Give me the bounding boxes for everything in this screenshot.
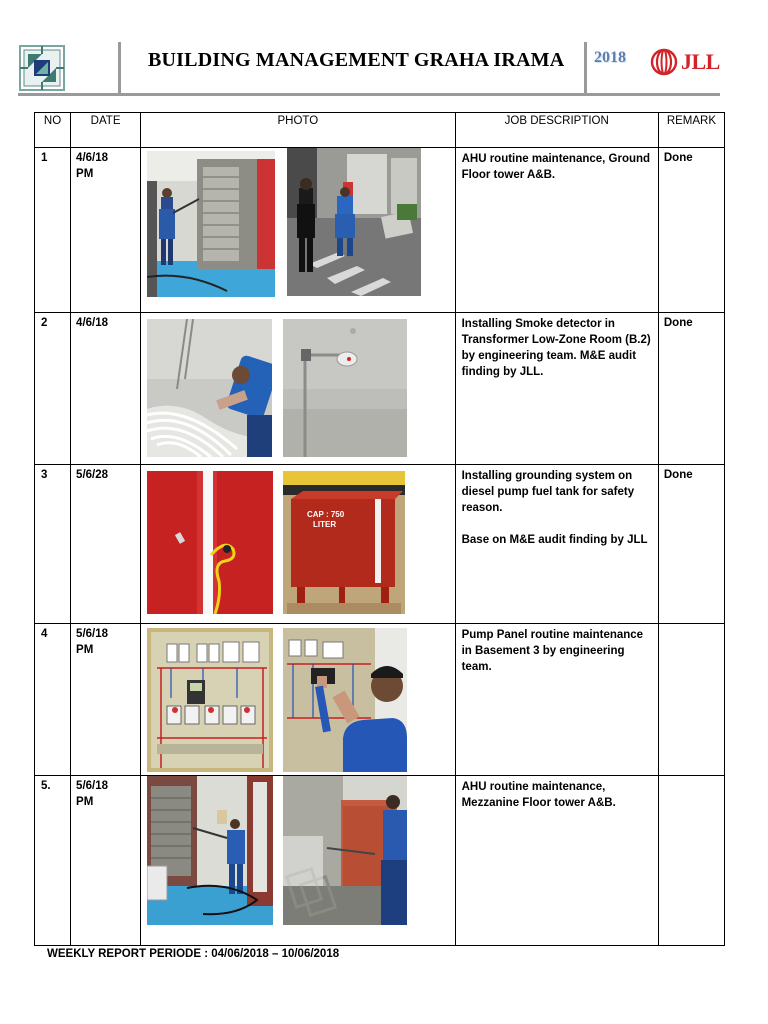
remark: Done [663,317,693,329]
header-no: NO [35,113,71,148]
job-description [456,313,658,383]
job-text: Installing Smoke detector in Transformer Low-Zone Room (B.2) by engineering team. M&E audit finding by JLL. [461,318,651,378]
photo-grounding-2 [283,471,405,614]
row-number: 2 [41,317,48,329]
page-title: BUILDING MANAGEMENT GRAHA IRAMA [148,49,565,71]
svg-text:LITER: LITER [313,520,337,529]
photo-cell [141,776,455,946]
row-date: 5/6/28 [76,469,109,481]
job-text: AHU routine maintenance, Mezzanine Floor tower A&B. [461,781,616,809]
header-job-description: JOB DESCRIPTION [455,113,658,148]
jll-logo-icon [650,48,678,76]
graha-irama-logo-icon [18,44,66,92]
photo-ahu-ground-2 [287,148,421,296]
row-date: 5/6/18 PM [76,780,109,808]
row-date: 5/6/18 PM [76,628,109,656]
table-header-row [35,113,725,148]
photo-cell [141,148,455,313]
job-text-note: Base on M&E audit finding by JLL [461,534,648,546]
job-text: AHU routine maintenance, Ground Floor tower A&B. [461,153,651,181]
job-text: Pump Panel routine maintenance in Basement 3 by engineering team. [461,629,644,673]
brand-name: JLL [681,49,720,74]
table-row [35,776,725,946]
job-description [456,624,658,678]
remark [659,776,724,780]
table-row [35,313,725,465]
row-number: 5. [41,780,51,792]
job-description [456,148,658,186]
table-row [35,465,725,624]
remark [659,624,724,628]
header-photo: PHOTO [141,113,455,148]
photo-ahu-mezzanine-1 [147,776,273,925]
photo-pump-panel-2 [283,628,407,772]
table-row [35,624,725,776]
photo-cell [141,624,455,776]
remark: Done [663,152,693,164]
report-header [18,40,720,96]
header-rule [18,93,720,96]
job-text: Installing grounding system on diesel pump fuel tank for safety reason. [461,470,635,514]
report-year: 2018 [594,49,626,66]
svg-text:CAP : 750: CAP : 750 [307,510,345,519]
photo-ahu-ground-1 [147,151,275,297]
report-table [34,112,725,946]
header-remark: REMARK [658,113,724,148]
row-date: 4/6/18 PM [76,152,109,180]
photo-smoke-detector-2 [283,319,407,457]
table-row [35,148,725,313]
remark: Done [663,469,693,481]
row-number: 4 [41,628,48,640]
row-date: 4/6/18 [76,317,109,329]
jll-logo [650,48,720,76]
job-description [456,465,658,551]
report-period: WEEKLY REPORT PERIODE : 04/06/2018 – 10/06/2018 [47,948,340,960]
photo-ahu-mezzanine-2 [283,776,407,925]
photo-cell [141,313,455,465]
job-description [456,776,658,814]
row-number: 1 [41,152,48,164]
photo-smoke-detector-1 [147,319,272,457]
photo-cell [141,465,455,624]
photo-grounding-1 [147,471,273,614]
photo-pump-panel-1 [147,628,273,772]
header-separator-right [584,42,587,94]
header-separator-left [118,42,121,94]
row-number: 3 [41,469,48,481]
header-date: DATE [71,113,141,148]
